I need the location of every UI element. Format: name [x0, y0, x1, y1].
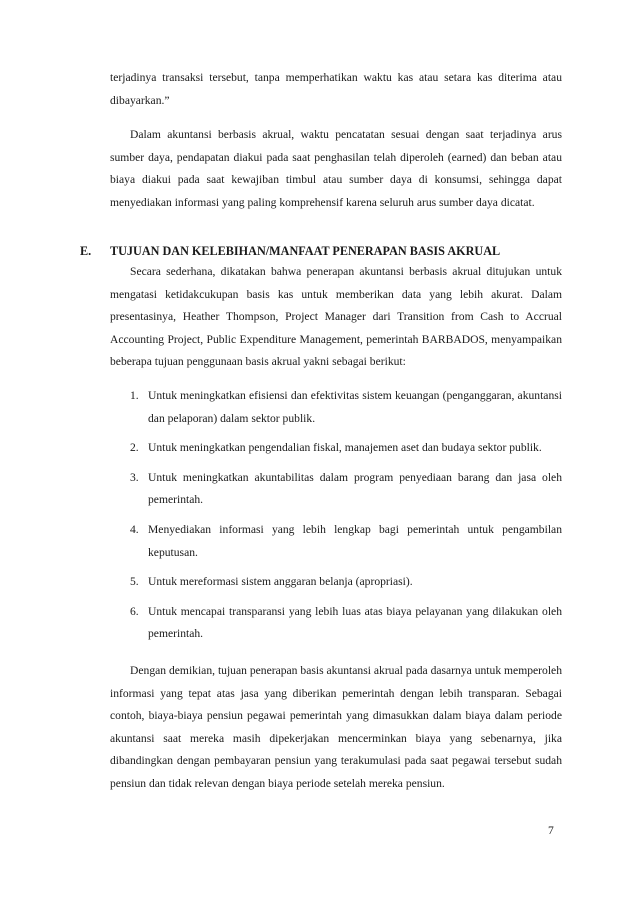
list-item-text: Untuk meningkatkan efisiensi dan efektivitas sistem keuangan (penganggaran, akuntansi dan pelaporan) dalam sektor publik.: [148, 389, 562, 425]
list-item-number: 2.: [130, 441, 139, 455]
continuation-paragraph: terjadinya transaksi tersebut, tanpa memperhatikan waktu kas atau setara kas diterima atau dibayarkan.”: [110, 71, 562, 107]
list-item-text: Menyediakan informasi yang lebih lengkap bagi pemerintah untuk pengambilan keputusan.: [148, 522, 562, 559]
list-item: [110, 519, 562, 564]
list-item: [110, 601, 562, 646]
list-item-text: Untuk mencapai transparansi yang lebih luas atas biaya pelayanan yang dilakukan oleh pemerintah.: [148, 604, 562, 641]
list-item-number: 3.: [130, 470, 139, 484]
section-heading: [80, 240, 560, 262]
section-letter: E.: [80, 244, 92, 258]
list-item-number: 5.: [130, 575, 139, 589]
section-intro-paragraph: Secara sederhana, dikatakan bahwa penerapan akuntansi berbasis akrual ditujukan untuk mengatasi ketidakcukupan basis kas untuk memberikan data yang lebih akurat. Dalam presentasinya, Heather Thompson, Project Manager dari Transition from Cash to Accrual Accounting Project, Public Expenditure Management, pemerintah BARBADOS, menyampaikan beberapa tujuan penggunaan basis akrual yakni sebagai berikut:: [110, 265, 562, 369]
section-title: TUJUAN DAN KELEBIHAN/MANFAAT PENERAPAN BASIS AKRUAL: [110, 244, 501, 258]
list-item: [110, 467, 562, 512]
objectives-list: [110, 385, 562, 653]
list-item-number: 4.: [130, 522, 139, 536]
list-item: [110, 571, 562, 594]
conclusion-paragraph: Dengan demikian, tujuan penerapan basis akuntansi akrual pada dasarnya untuk memperoleh informasi yang tepat atas jasa yang diberikan pemerintah dengan lebih transparan. Sebagai contoh, biaya-biaya pensiun pegawai pemerintah yang dimasukkan dalam biaya dalam periode akuntansi saat mereka masih dipekerjakan mencerminkan biaya yang sebenarnya, jika dibandingkan dengan pembayaran pensiun yang terakumulasi pada saat pegawai tersebut sudah pensiun dan tidak relevan dengan biaya periode setelah mereka pensiun.: [110, 664, 562, 790]
list-item-number: 1.: [130, 389, 139, 402]
list-item: [110, 437, 562, 460]
list-item-text: Untuk meningkatkan akuntabilitas dalam program penyediaan barang dan jasa oleh pemerintah.: [148, 470, 562, 507]
page-number: 7: [548, 824, 554, 837]
list-item-text: Untuk mereformasi sistem anggaran belanja (apropriasi).: [148, 575, 413, 589]
accrual-timing-paragraph: Dalam akuntansi berbasis akrual, waktu pencatatan sesuai dengan saat terjadinya arus sumber daya, pendapatan diakui pada saat penghasilan telah diperoleh (earned) dan beban atau biaya diakui pada saat kewajiban timbul atau sumber daya di konsumsi, sehingga dapat menyediakan informasi yang paling komprehensif karena seluruh arus sumber daya dicatat.: [110, 128, 562, 209]
list-item-text: Untuk meningkatkan pengendalian fiskal, manajemen aset dan budaya sektor publik.: [148, 441, 542, 455]
list-item: [110, 385, 562, 430]
list-item-number: 6.: [130, 604, 139, 618]
